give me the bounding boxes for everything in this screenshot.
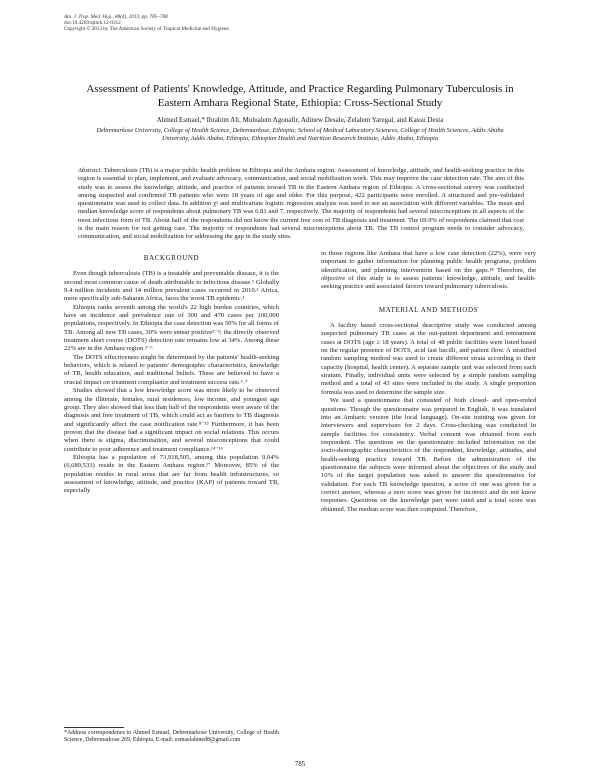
paragraph: Even though tuberculosis (TB) is a treatable and preventable disease, it is the second most common cause of death attributable to infectious disease.¹ Globally 9.4 million incidents and 14 million prevalent cases occurred in 2010.² Africa, more specifically sub-Saharan Africa, faces the worst TB epidemic.¹ <box>64 270 279 303</box>
section-heading-background: BACKGROUND <box>143 254 200 262</box>
paragraph-continued: in those regions like Amhara that have a low case detection (22%), were very important to gather information for planning public health programs, problem identification, and planning intervention based on the gaps.¹⁸ Therefore, the objective of this study is to assess patients' knowledge, attitude, and health-seeking practice and associated factors toward pulmonary tuberculosis. <box>321 250 536 291</box>
affiliations: Debremarkose University, College of Health Science, Debremarkose, Ethiopia; School of Medical Laboratory Sciences, College of Health Sciences, Addis Ababa University, Addis Ababa, Ethiopia; Ethiopian Health and Nutrition Research Institute, Addis Ababa, Ethiopia <box>96 127 504 143</box>
right-column <box>321 250 536 514</box>
section-heading-methods: MATERIAL AND METHODS <box>378 305 479 314</box>
running-head <box>64 14 524 33</box>
paragraph: We used a questionnaire that consisted of both closed- and open-ended questions. Though the questionnaire was prepared in English, it was translated into an Amharic version (the local language). On-site training was given for interviewers and supervisors for 2 days. Cross-checking was conducted in sample facilities for consistency. Verbal consent was obtained from each respondent. The questions on the questionnaire included information on the socio-demographic characteristics of the respondent, knowledge, attitudes, and health-seeking practice toward TB. Before the administration of the questionnaire the subjects were informed about the objectives of the study and 10% of the target population was asked to answer the questionnaires for validation. For each TB knowledge question, a score of one was given for a correct answer, whereas a zero score was given for incorrect and do not know responses. Questions on the knowledge part were rated and a total score was obtained. The median score was then computed. Therefore, <box>321 397 536 513</box>
paragraph: Ethiopia ranks seventh among the world's 22 high burden countries, which have an incidence and prevalence rate of 300 and 470 cases per 100,000 populations, respectively. In Ethiopia the case detection was 50% for all forms of TB. Among all new TB cases, 30% were smear positive³⁻⁵; the directly observed treatment short course (DOTS) detection rate remains low at 34%. Among these 22% are in the Amhara region.³⁻⁶ <box>64 303 279 353</box>
footnote-divider <box>64 727 124 728</box>
author-list: Ahmed Esmael,* Ibrahim Ali, Mulualem Agonafir, Adinew Desale, Zelalem Yaregal, and Kassu Desta <box>156 116 444 124</box>
doi: doi:10.4269/ajtmh.12-0312 <box>64 20 121 27</box>
paragraph: The DOTS effectiveness might be determined by the patients' health-seeking behaviors, which is related to patients' demographic characteristics, knowledge of TB, health education, and traditional beliefs. These are believed to have a crucial impact on treatment compliance and treatment success rate.⁶˒⁷ <box>64 353 279 386</box>
correspondence-footnote: *Address correspondence to Ahmed Esmael, Debremarkose University, College of Health Science, Debremarkose 269, Ethiopia. E-mail: esmaelahmed8@gmail.com <box>64 730 279 744</box>
abstract-text: Tuberculosis (TB) is a major public health problem in Ethiopia and the Amhara region. Assessment of knowledge, attitude, and health-seeking practice in this region is essential to plan, implement, and evaluate advocacy, communication, and social mobilization work. This may improve the case detection rate. The aim of this study was to assess the knowledge, attitude, and practice of patients toward TB in the Eastern Amhara region of Ethiopia. A cross-sectional survey was conducted among suspected and confirmed TB patients who were 18 years of age and older. For this purpose, 422 participants were enrolled. A structured and pre-validated questionnaire was used to collect data. In addition χ² and multivariate logistic regression analysis was used to see an association with different variables. The mean and median knowledge score of respondents about pulmonary TB was 6.81 and 7, respectively. The majority of respondents had several misconceptions in all aspects of the most infectious form of TB. About half of the respondents did not know the current free cost of TB diagnosis and treatment. The 69.9% of respondents claimed that cost is the main reason for not getting care. The majority of respondents had several misconceptions about TB. The TB control program needs to consider advocacy, communication, and social mobilization for addressing the gap in the study sites. <box>78 167 524 241</box>
left-column <box>64 250 279 496</box>
page-number: 785 <box>294 760 306 768</box>
abstract-lead: Abstract. <box>78 167 102 174</box>
abstract <box>78 167 524 242</box>
paragraph: A facility based cross-sectional descriptive study was conducted among suspected pulmonary TB cases at the out-patient department and retreatment cases at DOTS (age ≥ 18 years). A total of 48 public facilities were listed based on the regular presence of DOTS, acid fast bacilli, and patient flow. A stratified random sampling method was used to create different strata according to their capacity (hospital, health center). A separate sample unit was selected from each stratum. Finally, individual units were selected by a simple random sampling method and a total of 43 sites were included in the study. A single proportion formula was used to determine the sample size. <box>321 322 536 396</box>
copyright: Copyright © 2013 by The American Society of Tropical Medicine and Hygiene <box>64 26 229 33</box>
journal-citation: Am. J. Trop. Med. Hyg., 88(4), 2013, pp. 785–788 <box>64 14 168 20</box>
article-title: Assessment of Patients' Knowledge, Attitude, and Practice Regarding Pulmonary Tuberculosis in Eastern Amhara Regional State, Ethiopia: Cross-Sectional Study <box>86 83 514 109</box>
paragraph: Studies showed that a low knowledge score was more likely to be observed among the illiterate, females, rural residences, low income, and youngest age group. They also showed that less than half of the respondents were aware of the diagnosis and free treatment of TB, which could act as barriers to TB diagnosis and significantly affect the case notification rate.⁸⁻¹³ Furthermore, it has been proven that the disease had a significant impact on social relations. This occurs when there is stigma, discrimination, and several misconceptions that could contribute to poor adherence and treatment compliance.¹⁴⁻¹⁶ <box>64 387 279 453</box>
paragraph: Ethiopia has a population of 73,918,505, among this population 9.04% (6,689,533) reside in the Eastern Amhara region.¹⁷ Moreover, 85% of the population resides in rural areas that are far from health infrastructures, so assessment of knowledge, attitude, and practice (KAP) of patients toward TB, especially <box>64 453 279 495</box>
